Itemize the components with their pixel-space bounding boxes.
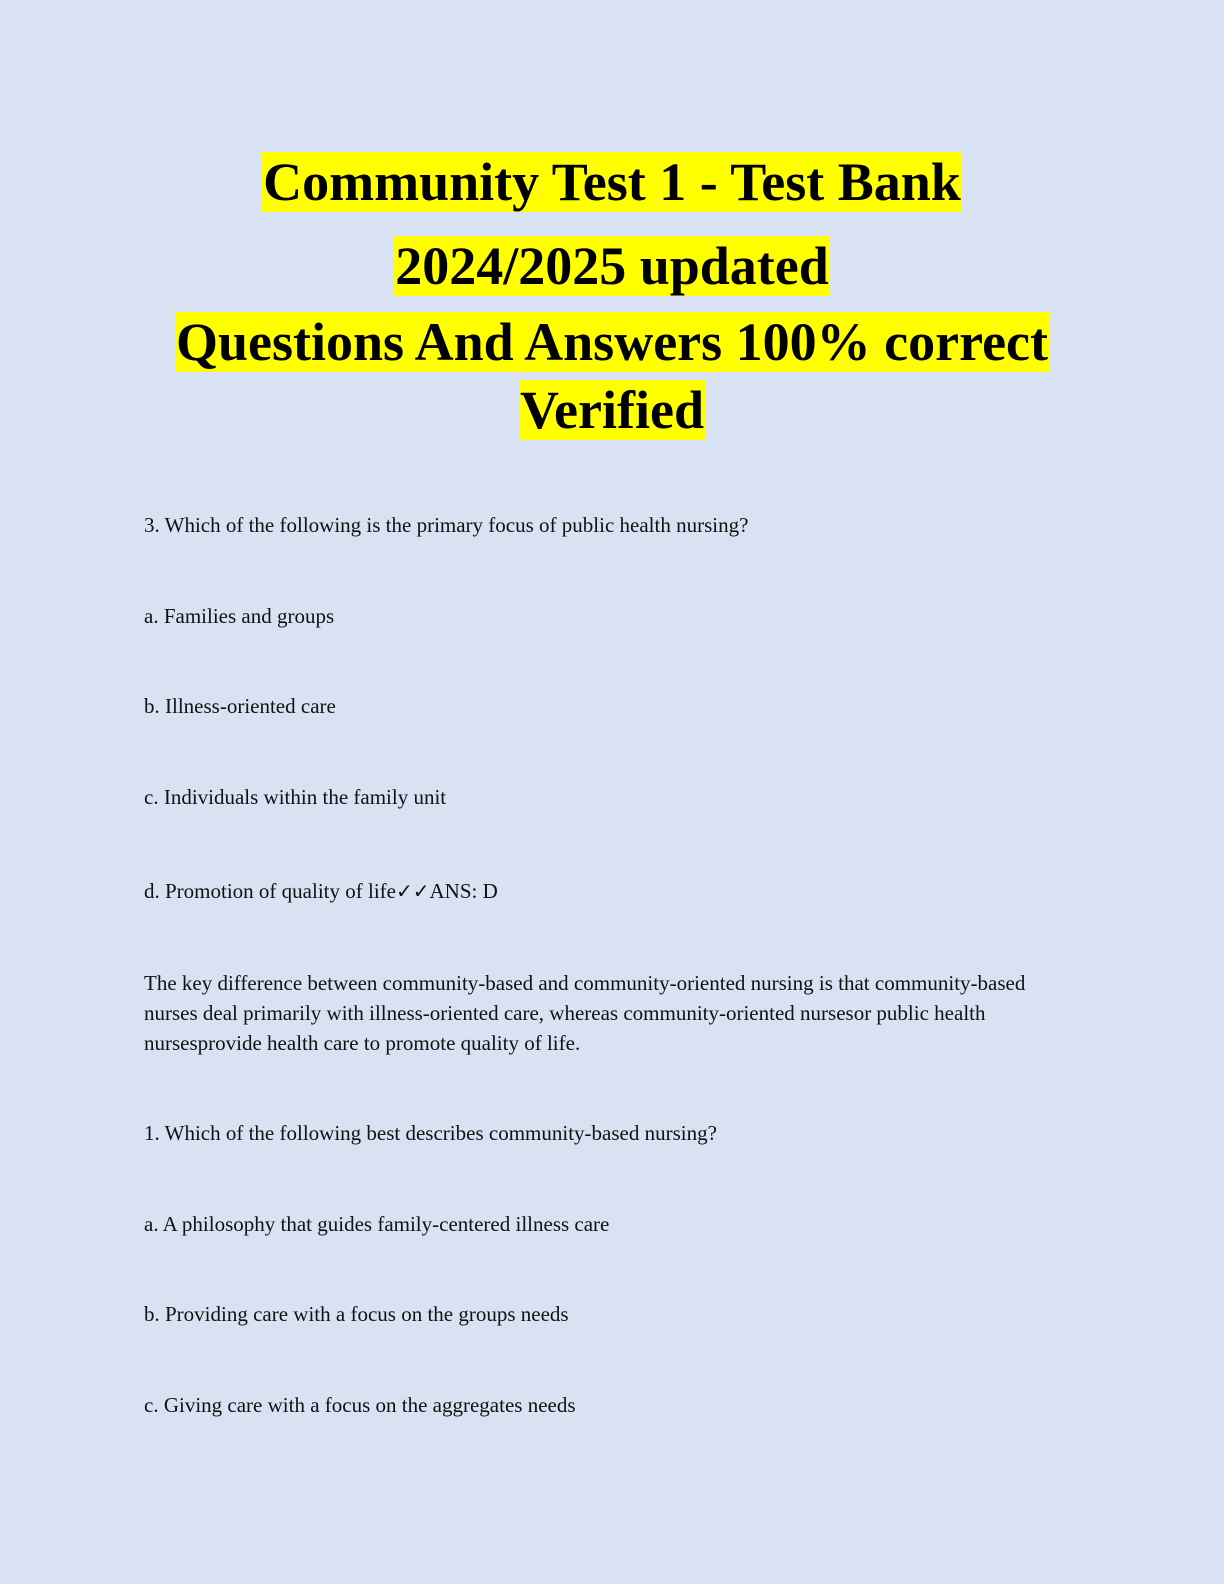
check-marks-icon: ✓✓ [395, 879, 430, 903]
question-3-option-a: a. Families and groups [144, 604, 335, 628]
question-3-rationale: The key difference between community-based and community-oriented nursing is that community-based nurses deal primarily with illness-oriented care, whereas community-oriented nursesor public health nursesprovide health care to promote quality of life. [144, 971, 1026, 1055]
question-3-option-c: c. Individuals within the family unit [144, 785, 447, 809]
title-line-3 [0, 308, 1224, 376]
title-text-4: Verified [520, 380, 704, 440]
question-1-option-b: b. Providing care with a focus on the groups needs [144, 1302, 569, 1326]
question-1-option-c: c. Giving care with a focus on the aggregates needs [144, 1393, 576, 1417]
question-3-option-d: d. Promotion of quality of life [144, 879, 396, 903]
title-text-2: 2024/2025 updated [395, 236, 829, 296]
document-title [0, 140, 1224, 444]
title-text-3: Questions And Answers 100% correct [176, 312, 1048, 372]
question-1-stem: 1. Which of the following best describes community-based nursing? [144, 1121, 717, 1145]
question-3-option-b: b. Illness-oriented care [144, 694, 336, 718]
title-text-1: Community Test 1 - Test Bank [263, 152, 961, 212]
title-line-4 [0, 376, 1224, 444]
title-line-1 [0, 140, 1224, 224]
question-3-answer: ANS: D [429, 879, 498, 903]
question-1-option-a: a. A philosophy that guides family-centered illness care [144, 1212, 610, 1236]
title-line-2 [0, 224, 1224, 308]
question-3-option-d-row [144, 876, 498, 906]
question-3-stem: 3. Which of the following is the primary focus of public health nursing? [144, 513, 749, 537]
